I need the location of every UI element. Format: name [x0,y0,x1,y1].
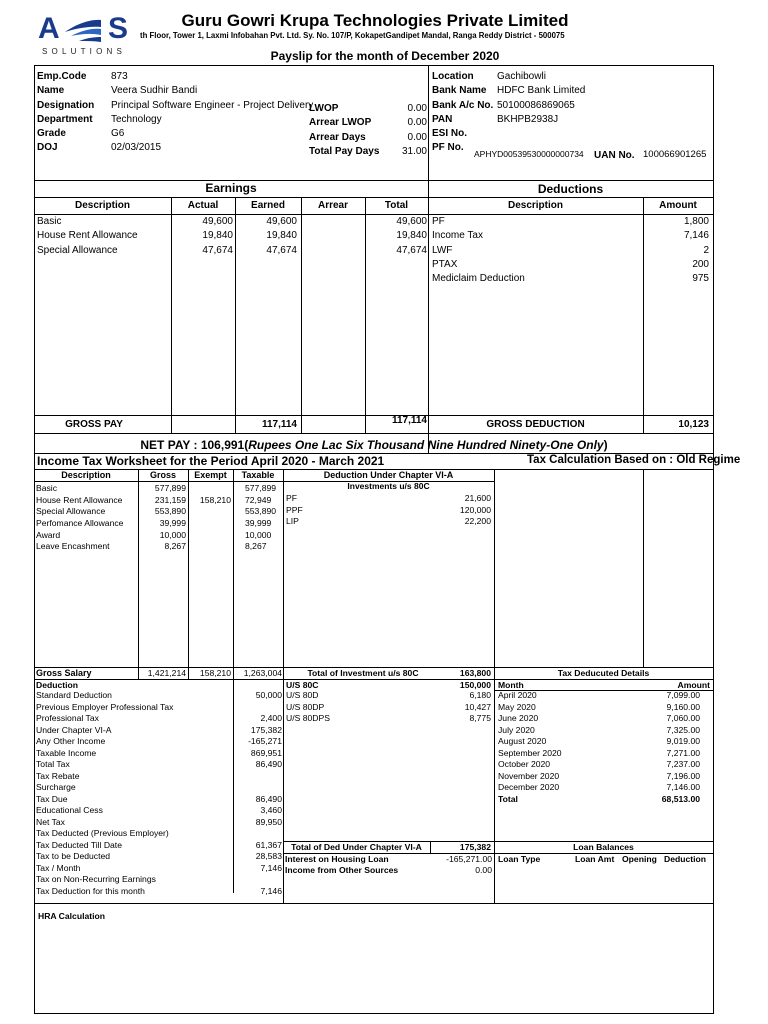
worksheet-header-gross: Gross [149,470,176,480]
worksheet-title: Income Tax Worksheet for the Period April 2020 - March 2021 [37,454,385,468]
deduction-value: 86,490 [255,759,282,769]
gross-salary-taxable: 1,263,004 [243,668,282,678]
worksheet-row-exempt [188,483,231,495]
deduction-value: 2,400 [260,713,282,723]
us80c-value: 150,000 [459,680,491,690]
deduction-row-desc: Income Tax [432,230,483,242]
worksheet-row-desc: Basic [36,483,58,493]
deduction-value: 89,950 [255,816,282,827]
worksheet-row-gross: 577,899 [154,483,186,493]
deduction-label: Tax on Non-Recurring Earnings [36,874,156,884]
deduction-labels [36,690,173,897]
label-uan: UAN No. [594,150,635,161]
tds-total-value: 68,513.00 [661,793,700,804]
deductions-amount-col [643,215,709,286]
net-pay-amount: NET PAY : 106,991( [140,438,249,452]
tds-month: October 2020 [498,759,551,769]
deduction-row-desc: LWF [432,244,453,256]
deduction-value: 175,382 [250,724,282,735]
logo-swoosh-icon [61,17,103,45]
deduction-value: 3,460 [260,805,282,815]
gross-pay-earned: 117,114 [261,419,297,430]
deduction-label: Tax / Month [36,862,81,873]
earning-row-desc: Basic [37,216,62,227]
deduction-value: 50,000 [255,690,282,700]
earning-row-desc: House Rent Allowance [37,230,138,242]
deduction-value: 7,146 [260,885,282,896]
deduction-value [233,771,282,783]
deduction-label: Surcharge [36,782,76,792]
tds-amount: 7,099.00 [666,690,700,700]
deduction-label: Tax to be Deducted [36,851,111,861]
label-bank-name: Bank Name [432,85,487,97]
worksheet-gross-col [138,483,186,553]
earning-row-desc: Special Allowance [37,244,118,256]
company-logo [34,10,138,60]
investments-amounts [430,493,491,528]
deduction-label: Tax Deducted Till Date [36,839,122,850]
investments-80c-title: Investments u/s 80C [347,481,430,491]
value-total-pay-days: 31.00 [401,145,427,157]
value-arrear-lwop: 0.00 [407,117,427,129]
worksheet-taxable-col [245,483,276,553]
value-emp-code: 873 [111,71,128,82]
deduction-value: -165,271 [248,736,282,746]
housing-loan-label: Interest on Housing Loan [285,854,389,864]
earning-row-earned: 49,600 [266,216,297,227]
label-pan: PAN [432,113,453,125]
earning-row-actual: 19,840 [202,230,233,242]
net-pay-words: Rupees One Lac Six Thousand Nine Hundred Ninety-One Only [248,438,604,452]
tds-amount: 7,146.00 [666,782,700,792]
deduction-row-desc: Mediclaim Deduction [432,273,525,285]
worksheet-row-exempt [188,530,231,542]
gross-salary-exempt: 158,210 [199,668,231,678]
other-income-label: Income from Other Sources [285,865,399,875]
earnings-actual-col [171,215,233,258]
tds-month: September 2020 [498,747,562,758]
deduction-value: 7,146 [260,862,282,873]
tds-amount: 7,060.00 [666,713,700,723]
earning-row-actual: 49,600 [202,216,233,227]
deduction-label: Taxable Income [36,747,97,758]
section-amount: 8,775 [469,713,491,723]
gross-deduction-label: GROSS DEDUCTION [486,419,585,430]
earning-row-actual: 47,674 [202,244,233,256]
earning-row-earned: 19,840 [266,230,297,242]
deductions-header-description: Description [507,200,563,211]
deduction-row-amount: 2 [703,244,709,256]
label-lwop: LWOP [309,103,339,114]
earnings-header-description: Description [74,200,130,211]
employee-right-values [497,70,585,141]
tds-amount: 7,325.00 [666,724,700,735]
earnings-header-actual: Actual [187,200,219,211]
tds-header-month: Month [498,680,524,690]
worksheet-regime: Tax Calculation Based on : Old Regime [527,454,741,466]
tds-amount: 7,237.00 [666,759,700,769]
hra-calculation-title: HRA Calculation [38,911,106,921]
deduction-row-amount: 200 [692,258,709,270]
other-income-value: 0.00 [475,865,492,875]
tds-total-label: Total [498,793,518,804]
deduction-label: Net Tax [36,816,65,827]
investment-amount: 120,000 [459,504,491,515]
section-amount: 10,427 [464,701,491,712]
gross-salary-label: Gross Salary [36,668,92,678]
worksheet-row-taxable: 72,949 [245,494,272,505]
label-name: Name [37,85,65,97]
investment-name: LIP [286,516,299,527]
deduction-label: Educational Cess [36,805,103,815]
employee-left-labels [37,70,94,156]
deduction-value [233,782,282,794]
tds-month: July 2020 [498,724,535,735]
tds-amount: 7,196.00 [666,770,700,781]
investment-amount: 21,600 [464,493,491,503]
deduction-label: Professional Tax [36,713,99,723]
worksheet-row-gross: 10,000 [159,529,186,540]
worksheet-row-taxable: 577,899 [245,483,277,493]
investments-names [286,493,303,528]
tds-amount: 9,160.00 [666,701,700,712]
worksheet-header-description: Description [61,470,111,480]
label-total-pay-days: Total Pay Days [309,145,380,157]
worksheet-row-desc: Award [36,529,61,540]
gross-pay-label: GROSS PAY [65,419,123,430]
worksheet-row-taxable: 10,000 [245,529,272,540]
value-location: Gachibowli [497,71,546,82]
label-grade: Grade [37,128,66,140]
earnings-desc-col [37,215,138,258]
deduction-value: 61,367 [255,839,282,850]
logo-letter-s: S [108,12,129,45]
deduction-label: Any Other Income [36,736,106,746]
value-name: Veera Sudhir Bandi [111,85,198,97]
chapter-via-title: Deduction Under Chapter VI-A [323,470,454,480]
loan-header-opening: Opening [622,854,657,864]
loan-header-type: Loan Type [498,854,541,864]
deduction-value: 86,490 [255,793,282,804]
worksheet-row-taxable: 39,999 [245,518,272,529]
tds-amounts [620,690,700,805]
worksheet-row-exempt [188,506,231,518]
total-chapter-value: 175,382 [459,842,491,852]
section-name: U/S 80D [286,690,319,700]
gross-deduction-amount: 10,123 [678,419,709,430]
deduction-label: Standard Deduction [36,690,112,700]
label-arrear-lwop: Arrear LWOP [309,117,372,129]
tds-amount: 9,019.00 [666,736,700,746]
worksheet-header-exempt: Exempt [194,470,227,480]
deduction-label: Tax Due [36,793,68,804]
logo-tagline: SOLUTIONS [42,47,127,56]
section-amount: 6,180 [469,690,491,700]
tds-month: December 2020 [498,782,560,792]
worksheet-row-exempt [188,518,231,530]
value-designation: Principal Software Engineer - Project Delivery [111,99,314,111]
deduction-label: Previous Employer Professional Tax [36,701,174,712]
tds-title: Tax Deducuted Details [557,668,650,678]
worksheet-row-gross: 8,267 [164,541,186,552]
value-bank-account: 50100086869065 [497,99,575,111]
deduction-row-desc: PF [432,216,445,227]
tds-amount: 7,271.00 [666,747,700,758]
value-esi [497,127,585,141]
company-address: th Floor, Tower 1, Laxmi Infobahan Pvt. Ltd. Sy. No. 107/P, KokapetGandipet Mandal, Ranga Reddy District - 500075 [140,32,565,40]
earnings-header-arrear: Arrear [317,200,349,211]
earning-row-total: 49,600 [396,216,427,227]
employee-right-labels [432,70,493,156]
worksheet-row-exempt: 158,210 [199,494,231,505]
loan-header-amount: Loan Amt [575,854,615,864]
logo-letter-a: A [38,12,60,45]
deduction-value [233,874,282,886]
earnings-header-earned: Earned [251,200,285,211]
net-pay-suffix: ) [603,438,608,452]
deduction-value: 869,951 [250,747,282,758]
deduction-label: Tax Deduction for this month [36,885,145,896]
label-esi: ESI No. [432,128,468,140]
deduction-value: 28,583 [255,851,282,861]
worksheet-row-gross: 39,999 [159,518,186,529]
earning-row-total: 47,674 [396,244,427,256]
tds-month: August 2020 [498,736,547,746]
tds-month: November 2020 [498,770,560,781]
worksheet-row-exempt [188,541,231,553]
gross-salary-gross: 1,421,214 [147,668,186,678]
worksheet-row-desc: Leave Encashment [36,541,110,552]
value-pan: BKHPB2938J [497,113,559,125]
us80c-label: U/S 80C [286,680,319,690]
value-lwop: 0.00 [407,103,427,114]
deduction-label: Under Chapter VI-A [36,724,112,735]
earnings-header-total: Total [384,200,409,211]
investment-amount: 22,200 [464,516,491,527]
value-grade: G6 [111,128,125,140]
loan-balances-title: Loan Balances [573,842,634,852]
label-pf-no: PF No. [432,142,464,154]
earnings-total-col [365,215,427,258]
worksheet-row-gross: 231,159 [154,494,186,505]
tds-month: June 2020 [498,713,539,723]
worksheet-row-desc: Perfomance Allowance [36,518,124,529]
label-emp-code: Emp.Code [37,71,87,82]
deduction-value [233,702,282,714]
deduction-row-amount: 7,146 [683,230,709,242]
deduction-row-amount: 975 [692,273,709,285]
payslip-title: Payslip for the month of December 2020 [270,49,500,63]
tds-month: April 2020 [498,690,537,700]
earning-row-earned: 47,674 [266,244,297,256]
other-sections-names [286,690,330,725]
earning-row-total: 19,840 [396,230,427,242]
employee-mid-labels [309,102,379,159]
label-arrear-days: Arrear Days [309,131,366,143]
deduction-value [233,828,282,840]
deduction-label: Tax Rebate [36,770,80,781]
total-chapter-label: Total of Ded Under Chapter VI-A [291,842,422,852]
section-name: U/S 80DP [286,701,325,712]
company-name: Guru Gowri Krupa Technologies Private Limited [181,11,569,30]
section-name: U/S 80DPS [286,713,330,723]
net-pay [34,439,714,451]
label-doj: DOJ [37,142,58,154]
investment-name: PF [286,493,297,503]
deductions-header-amount: Amount [659,200,697,211]
employee-left-values [111,70,313,156]
deduction-label: Tax Deducted (Previous Employer) [36,828,169,838]
label-department: Department [37,113,93,125]
deduction-row-desc: PTAX [432,258,458,270]
gross-pay-total: 117,114 [391,415,427,426]
worksheet-row-desc: Special Allowance [36,506,106,517]
label-designation: Designation [37,99,95,111]
worksheet-desc-col [36,483,123,553]
worksheet-row-gross: 553,890 [154,506,186,517]
earnings-title: Earnings [205,181,257,195]
worksheet-header-taxable: Taxable [241,470,275,480]
worksheet-row-taxable: 8,267 [245,541,267,552]
earnings-earned-col [235,215,297,258]
value-doj: 02/03/2015 [111,142,162,154]
other-sections-amounts [430,690,491,725]
value-bank-name: HDFC Bank Limited [497,85,586,97]
label-location: Location [432,71,474,82]
value-arrear-days: 0.00 [407,131,427,143]
employee-mid-values [380,102,427,159]
investment-name: PPF [286,504,303,515]
tds-header-amount: Amount [677,680,710,690]
deduction-values [233,690,282,897]
deduction-row-amount: 1,800 [683,216,709,227]
housing-loan-value: -165,271.00 [446,854,492,864]
tds-months [498,690,562,805]
tds-month: May 2020 [498,701,536,712]
label-bank-account: Bank A/c No. [432,99,494,111]
deduction-header: Deduction [36,680,79,690]
value-uan: 100066901265 [643,149,707,160]
worksheet-row-taxable: 553,890 [245,506,277,517]
worksheet-row-desc: House Rent Allowance [36,494,123,505]
total-investment-label: Total of Investment u/s 80C [307,668,419,678]
value-pf-no: APHYD00539530000000734 [474,149,584,159]
total-investment-value: 163,800 [459,668,491,678]
worksheet-exempt-col [188,483,231,553]
deductions-desc-col [432,215,525,286]
deduction-label: Total Tax [36,759,70,769]
value-department: Technology [111,113,162,125]
loan-header-deduction: Deduction [664,854,707,864]
deductions-title: Deductions [537,182,604,196]
